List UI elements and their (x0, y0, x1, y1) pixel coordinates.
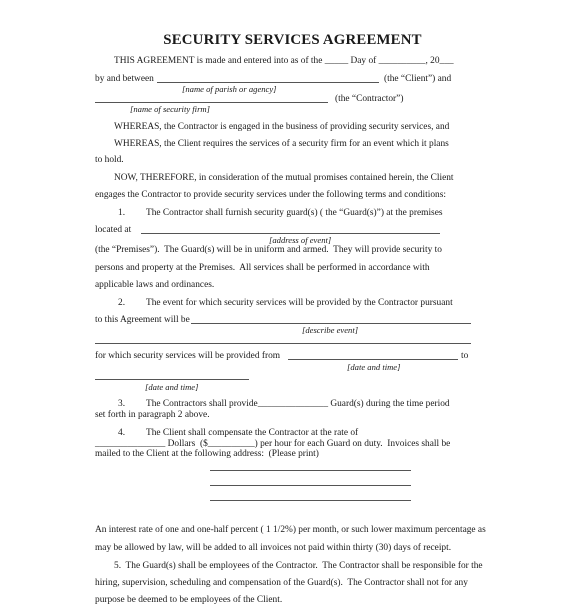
now-therefore-cont: engages the Contractor to provide security services under the following terms and conditions: (95, 190, 446, 200)
address-line-1[interactable] (210, 470, 411, 471)
paragraph-4-number: 4. (118, 428, 126, 438)
address-caption: [address of event] (269, 235, 332, 245)
address-line-3[interactable] (210, 500, 411, 501)
to-label: to (461, 351, 469, 361)
contractor-name-blank[interactable] (95, 102, 328, 103)
paragraph-5-cont: hiring, supervision, scheduling and compensation of the Guard(s). The Contractor shall not for any (95, 578, 468, 588)
premises-line-2: persons and property at the Premises. All services shall be performed in accordance with (95, 263, 430, 273)
premises-line-3: applicable laws and ordinances. (95, 280, 215, 290)
paragraph-3-number: 3. (118, 399, 126, 409)
premises-line: (the “Premises”). The Guard(s) will be in uniform and armed. They will provide security to (95, 245, 442, 255)
now-therefore: NOW, THEREFORE, in consideration of the mutual promises contained herein, the Client (114, 173, 454, 183)
paragraph-3-text: The Contractors shall provide_______________ Guard(s) during the time period (146, 399, 450, 409)
mailing-address-label: mailed to the Client at the following address: (Please print) (95, 449, 319, 459)
interest-line-2: may be allowed by law, will be added to all invoices not paid within thirty (30) days of receipt. (95, 543, 452, 553)
whereas-client-cont: to hold. (95, 155, 124, 165)
client-name-blank[interactable] (157, 82, 379, 83)
paragraph-1-number: 1. (118, 208, 126, 218)
contractor-designation: (the “Contractor”) (335, 94, 404, 104)
location-label: located at (95, 225, 132, 235)
intro-line: THIS AGREEMENT is made and entered into as of the _____ Day of __________, 20___ (114, 56, 454, 66)
paragraph-4-text: The Client shall compensate the Contractor at the rate of (146, 428, 359, 438)
event-blank-2[interactable] (95, 343, 471, 344)
interest-line: An interest rate of one and one-half percent ( 1 1/2%) per month, or such lower maximum percentage as (95, 525, 486, 535)
event-label: to this Agreement will be (95, 315, 190, 325)
event-blank[interactable] (191, 323, 471, 324)
whereas-contractor: WHEREAS, the Contractor is engaged in the business of providing security services, and (114, 122, 450, 132)
paragraph-1-text: The Contractor shall furnish security guard(s) ( the “Guard(s)”) at the premises (146, 208, 443, 218)
paragraph-2-text: The event for which security services will be provided by the Contractor pursuant (146, 298, 453, 308)
parish-caption: [name of parish or agency] (182, 84, 277, 94)
service-period-label: for which security services will be provided from (95, 351, 281, 361)
address-blank[interactable] (141, 233, 440, 234)
whereas-client: WHEREAS, the Client requires the services of a security firm for an event which it plans (114, 139, 449, 149)
firm-caption: [name of security firm] (130, 104, 210, 114)
datetime-caption-1: [date and time] (347, 362, 401, 372)
describe-caption: [describe event] (302, 325, 359, 335)
address-line-2[interactable] (210, 485, 411, 486)
document-title: SECURITY SERVICES AGREEMENT (163, 32, 422, 48)
paragraph-3-cont: set forth in paragraph 2 above. (95, 410, 210, 420)
client-designation: (the “Client”) and (384, 74, 452, 84)
end-datetime-blank[interactable] (95, 379, 249, 380)
datetime-caption-2: [date and time] (145, 382, 199, 392)
parties-line-label: by and between (95, 74, 154, 84)
rate-line: _______________ Dollars ($__________) per hour for each Guard on duty. Invoices shall be (95, 439, 451, 449)
paragraph-5-text: 5. The Guard(s) shall be employees of the Contractor. The Contractor shall be responsible for the (114, 561, 483, 571)
start-datetime-blank[interactable] (288, 359, 458, 360)
paragraph-2-number: 2. (118, 298, 126, 308)
paragraph-5-cont-2: purpose be deemed to be employees of the Client. (95, 595, 283, 605)
